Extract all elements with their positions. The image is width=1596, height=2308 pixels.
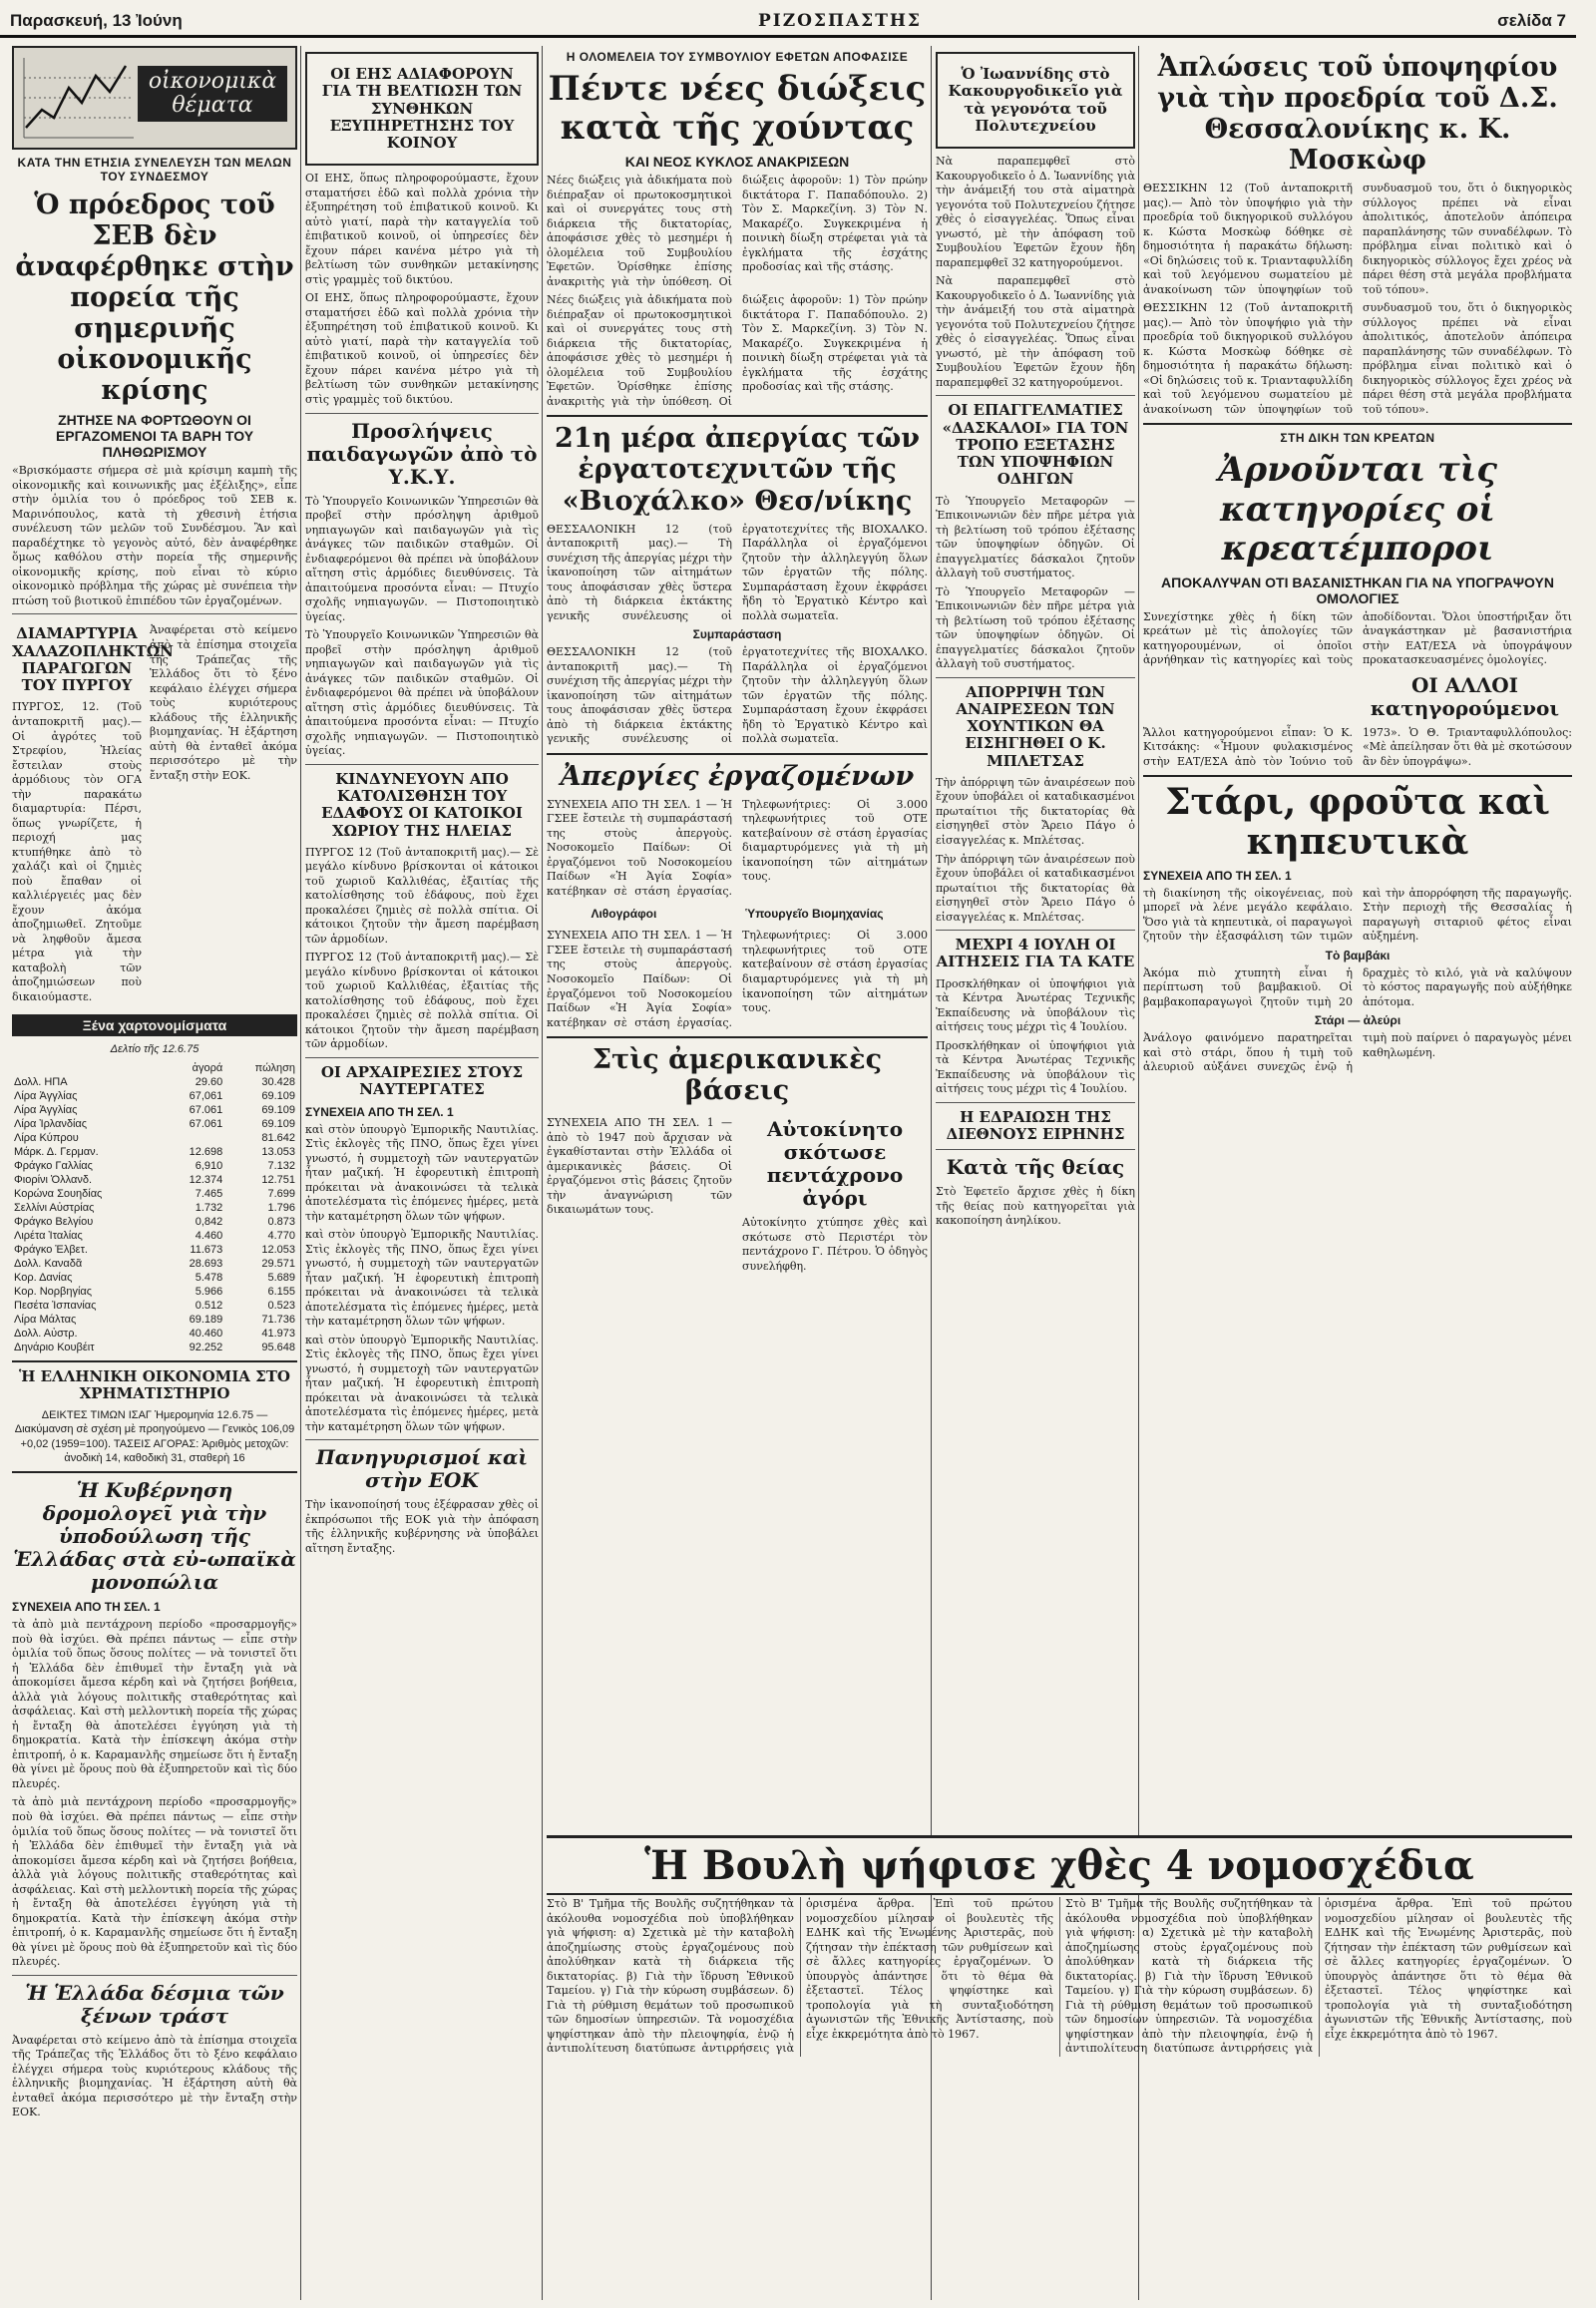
meat-body: Συνεχίστηκε χθὲς ἡ δίκη τῶν κρεάτων μὲ τὶς ἀπολογίες τῶν κατηγορουμένων, οἱ ὁποῖοι ἀρνήθηκαν τὶς κατηγορίες καὶ τοὺς ἀποδίδονται. Ὅλοι ὑποστήριξαν ὅτι ἀναγκάστηκαν μὲ βασανιστήρια στὴν ΕΑΤ/ΕΣΑ νὰ ὑπογράψουν προκατασκευασμένες ὁμολογίες. (1143, 609, 1572, 667)
strike-body-continued: ΘΕΣΣΑΛΟΝΙΚΗ 12 (τοῦ ἀνταποκριτῆ μας).— Τὴ συνέχιση τῆς ἀπεργίας μέχρι τὴν ἱκανοποίηση τῶν αἰτημάτων τους ἀποφάσισαν χθὲς ὕστερα ἀπὸ τὴ διάρκεια ἐκτάκτης γενικῆς συνέλευσης οἱ ἐργατοτεχνίτες τῆς ΒΙΟΧΑΛΚΟ. Παράλληλα οἱ ἐργαζόμενοι ζητοῦν τὴν ἀλληλεγγύη ὅλων τῶν ἐργατῶν τῆς πόλης. Συμπαράσταση ἔχουν ἐκφράσει ἤδη τὸ Ἐργατικὸ Κέντρο καὶ πολλὰ σωματεῖα. (547, 645, 928, 746)
sailors-body-more: καὶ στὸν ὑπουργὸ Ἐμπορικῆς Ναυτιλίας. Στὶς ἐκλογὲς τῆς ΠΝΟ, ὅπως ἔχει γίνει γνωστό, ἡ συμμετοχὴ τῶν ναυτεργατῶν ἦταν μαζική. Ἡ ἐφορευτικὴ ἐπιτροπὴ πρόκειται νὰ ἀνακοινώσει τὰ τελικὰ ἀποτελέσματα τὶς ἑπόμενες ἡμέρες, μετὰ τὴν καταμέτρηση ὅλων τῶν ψήφων. (305, 1333, 539, 1433)
fx-sell: 6.155 (267, 1285, 295, 1298)
fx-sell: 0.873 (267, 1215, 295, 1228)
page-number: σελίδα 7 (1497, 11, 1566, 30)
fx-currency: Κορ. Δανίας (14, 1271, 73, 1284)
column-5 (1143, 46, 1572, 1831)
divider (305, 1057, 539, 1058)
fx-sell: 4.770 (267, 1229, 295, 1242)
fx-sell: 12.751 (261, 1173, 295, 1186)
fx-table-body (12, 1075, 297, 1354)
fx-sell: 69.109 (261, 1089, 295, 1102)
protest-block (12, 619, 297, 1008)
fx-buy: 67.061 (189, 1117, 223, 1130)
fx-currency: Λιρέτα Ἰταλίας (14, 1229, 83, 1242)
fx-sell: 7.699 (267, 1187, 295, 1200)
fx-buy: 4.460 (195, 1229, 223, 1242)
divider (12, 1471, 297, 1473)
fx-row (12, 1313, 297, 1327)
teachers-body: Τὸ Ὑπουργεῖο Κοινωνικῶν Ὑπηρεσιῶν θὰ προβεῖ στὴν πρόσληψη ἀριθμοῦ νηπιαγωγῶν καὶ παιδαγωγῶν γιὰ τὶς ἀνάγκες τῶν παιδικῶν σταθμῶν. Οἱ ἐνδιαφερόμενοι θὰ πρέπει νὰ ὑποβάλουν αἴτηση στὶς ἁρμόδιες διευθύνσεις. Τὰ ἀπαιτούμενα προσόντα εἶναι: — Πτυχίο σχολῆς νηπιαγωγῶν. — Πιστοποιητικὸ ὑγείας. (305, 494, 539, 623)
ehs-box (305, 52, 539, 166)
ehs-headline: ΟΙ ΕΗΣ ΑΔΙΑΦΟΡΟΥΝ ΓΙΑ ΤΗ ΒΕΛΤΙΩΣΗ ΤΩΝ ΣΥΝΘΗΚΩΝ ΕΞΥΠΗΡΕΤΗΣΗΣ ΤΟΥ ΚΟΙΝΟΥ (321, 65, 523, 152)
fx-buy: 92.252 (189, 1341, 223, 1353)
fx-currency: Δολλ. Καναδᾶ (14, 1257, 83, 1270)
fx-header-row (12, 1061, 297, 1075)
fx-buy: 40.460 (189, 1327, 223, 1340)
divider (1143, 775, 1572, 777)
fx-currency: Λίρα Ἀγγλίας (14, 1103, 78, 1116)
meat-subheadline: ΑΠΟΚΑΛΥΨΑΝ ΟΤΙ ΒΑΣΑΝΙΣΤΗΚΑΝ ΓΙΑ ΝΑ ΥΠΟΓΡΑΨΟΥΝ ΟΜΟΛΟΓΙΕΣ (1160, 574, 1554, 606)
kate-body: Προσκλήθηκαν οἱ ὑποψήφιοι γιὰ τὰ Κέντρα Ἀνωτέρας Τεχνικῆς Ἐκπαίδευσης νὰ ὑποβάλουν τὶς αἰτήσεις τους μέχρι τὶς 4 Ἰουλίου. (936, 976, 1135, 1034)
fx-header-cell (12, 1061, 164, 1075)
fx-sell: 69.109 (261, 1117, 295, 1130)
divider (936, 677, 1135, 678)
continuation-note: ΣΥΝΕΧΕΙΑ ΑΠΟ ΤΗ ΣΕΛ. 1 (305, 1104, 454, 1119)
workers-body-continued: ΣΥΝΕΧΕΙΑ ΑΠΟ ΤΗ ΣΕΛ. 1 — Ἡ ΓΣΕΕ ἔστειλε τὴ συμπαράστασή της στοὺς ἀπεργοὺς. Νοσοκομεῖο Παίδων: Οἱ ἐργαζόμενοι τοῦ Νοσοκομείου Παίδων «Ἡ Ἀγία Σοφία» κατέβηκαν σὲ στάση ἐργασίας. Τηλεφωνήτριες: Οἱ 3.000 τηλεφωνήτριες τοῦ ΟΤΕ κατεβαίνουν σὲ στάση ἐργασίας διαμαρτυρόμενες γιὰ τὴ μὴ ἱκανοποίηση τῶν αἰτημάτων τους. (547, 929, 928, 1029)
fx-buy: 11.673 (190, 1243, 223, 1256)
article-subheadline: ΖΗΤΗΣΕ ΝΑ ΦΟΡΤΩΘΟΥΝ ΟΙ ΕΡΓΑΖΟΜΕΝΟΙ ΤΑ ΒΑΡΗ ΤΟΥ ΠΛΗΘΩΡΙΣΜΟΥ (55, 412, 254, 461)
fx-row (12, 1187, 297, 1201)
divider (936, 1102, 1135, 1103)
strike-body: ΘΕΣΣΑΛΟΝΙΚΗ 12 (τοῦ ἀνταποκριτῆ μας).— Τὴ συνέχιση τῆς ἀπεργίας μέχρι τὴν ἱκανοποίηση τῶν αἰτημάτων τους ἀποφάσισαν χθὲς ὕστερα ἀπὸ τὴ διάρκεια ἐκτάκτης γενικῆς συνέλευσης οἱ ἐργατοτεχνίτες τῆς ΒΙΟΧΑΛΚΟ. Παράλληλα οἱ ἐργαζόμενοι ζητοῦν τὴν ἀλληλεγγύη ὅλων τῶν ἐργατῶν τῆς πόλης. Συμπαράσταση ἔχουν ἐκφράσει ἤδη τὸ Ἐργατικὸ Κέντρο καὶ πολλὰ σωματεῖα. (547, 522, 928, 622)
divider (936, 1149, 1135, 1150)
fx-buy: 5.966 (195, 1285, 223, 1298)
divider (1143, 423, 1572, 425)
reject-body-continued: Τὴν ἀπόρριψη τῶν ἀναιρέσεων ποὺ ἔχουν ὑποβάλει οἱ καταδικασμένοι πρωταίτιοι τῆς δικτατορίας θὰ εἰσηγηθεῖ στὸν Ἄρειο Πάγο ὁ εἰσαγγελέας κ. Μπλέτσας. (936, 852, 1135, 924)
fx-buy: 7.465 (195, 1187, 223, 1200)
fx-row (12, 1103, 297, 1117)
divider (305, 764, 539, 765)
fest-headline: Πανηγυρισμοί καὶ στὴν ΕΟΚ (315, 1445, 529, 1493)
article-headline: Ὁ πρόεδρος τοῦ ΣΕΒ δὲν ἀναφέρθηκε στὴν πορεία τῆς σημερινῆς οἰκονομικῆς κρίσης (15, 190, 294, 407)
theia-headline: Κατὰ τῆς θείας (946, 1155, 1125, 1180)
fest-body: Τὴν ἱκανοποίησή τους ἐξέφρασαν χθὲς οἱ ἐκπρόσωποι τῆς ΕΟΚ γιὰ τὴν ἀπόφαση τῆς ἑλληνικῆς κυβέρνησης νὰ ὑποβάλει αἴτηση ἔνταξης. (305, 1498, 539, 1555)
reject-body: Τὴν ἀπόρριψη τῶν ἀναιρέσεων ποὺ ἔχουν ὑποβάλει οἱ καταδικασμένοι πρωταίτιοι τῆς δικτατορίας θὰ εἰσηγηθεῖ στὸν Ἄρειο Πάγο ὁ εἰσαγγελέας κ. Μπλέτσας. (936, 775, 1135, 847)
ioannidis-body: Νὰ παραπεμφθεῖ στὸ Κακουργοδικεῖο ὁ Δ. Ἰωαννίδης γιὰ τὴν ἀνάμειξή του στὰ αἱματηρὰ γεγονότα τοῦ Πολυτεχνείου ζήτησε χθὲς ὁ εἰσαγγελέας. Ὅπως εἶναι γνωστό, μὲ τὴν ἀπόφαση τοῦ Συμβουλίου Ἐφετῶν ἔχουν ἤδη παραπεμφθεῖ 32 κατηγορούμενοι. (936, 155, 1135, 269)
fx-row (12, 1089, 297, 1103)
fx-buy (164, 1131, 225, 1145)
column-2 (305, 46, 539, 1560)
teachers-body-continued: Τὸ Ὑπουργεῖο Κοινωνικῶν Ὑπηρεσιῶν θὰ προβεῖ στὴν πρόσληψη ἀριθμοῦ νηπιαγωγῶν καὶ παιδαγωγῶν γιὰ τὶς ἀνάγκες τῶν παιδικῶν σταθμῶν. Οἱ ἐνδιαφερόμενοι θὰ πρέπει νὰ ὑποβάλουν αἴτηση στὶς ἁρμόδιες διευθύνσεις. Τὰ ἀπαιτούμενα προσόντα εἶναι: — Πτυχίο σχολῆς νηπιαγωγῶν. — Πιστοποιητικὸ ὑγείας. (305, 628, 539, 758)
teach-body: Τὸ Ὑπουργεῖο Μεταφορῶν — Ἐπικοινωνιῶν δὲν πῆρε μέτρα γιὰ τὴ βελτίωση τοῦ τρόπου ἐξέτασης τῶν ὑποψηφίων ὁδηγῶν. Οἱ ἐπαγγελματίες δάσκαλοι ζητοῦν ἀλλαγὴ τοῦ συστήματος. (936, 494, 1135, 580)
fx-row (12, 1271, 297, 1285)
teach-body-continued: Τὸ Ὑπουργεῖο Μεταφορῶν — Ἐπικοινωνιῶν δὲν πῆρε μέτρα γιὰ τὴ βελτίωση τοῦ τρόπου ἐξέτασης τῶν ὑποψηφίων ὁδηγῶν. Οἱ ἐπαγγελματίες δάσκαλοι ζητοῦν ἀλλαγὴ τοῦ συστήματος. (936, 584, 1135, 671)
moskof-body-continued: ΘΕΣΣΙΚΗΝ 12 (Τοῦ ἀνταποκριτῆ μας).— Ἀπὸ τὸν ὑποψήφιο γιὰ τὴν προεδρία τοῦ δικηγορικοῦ συλλόγου κ. Κώστα Μοσκὼφ δόθηκε σὲ δημοσιότητα ἡ παρακάτω δήλωση: «Οἱ δηλώσεις τοῦ κ. Τριανταφυλλίδη καὶ τοῦ λεγόμενου σωματείου μὲ ἀνακοίνωση τῶν ὑποψηφίων τοῦ συνδυασμοῦ του, ὅτι ὁ δικηγορικὸς σύλλογος πρέπει νὰ εἶναι ἀπολιτικός, ἀποτελοῦν ἀπόπειρα παραπλάνησης τῶν συναδέλφων. Τὸ πρόβλημα εἶναι πολιτικὸ καὶ ὁ δικηγορικὸς σύλλογος ἔχει χρέος νὰ πάρει θέση στὰ μεγάλα προβλήματα τοῦ τόπου». (1143, 301, 1572, 416)
column-4 (936, 46, 1135, 1831)
junta-kicker: Η ΟΛΟΜΕΛΕΙΑ ΤΟΥ ΣΥΜΒΟΥΛΙΟΥ ΕΦΕΤΩΝ ΑΠΟΦΑΣΙΣΕ (566, 50, 909, 64)
fx-currency: Φράγκο Γαλλίας (14, 1159, 93, 1172)
fx-row (12, 1327, 297, 1341)
fx-currency: Φράγκο Ἑλβετ. (14, 1243, 88, 1256)
fx-row (12, 1173, 297, 1187)
teach-headline: ΟΙ ΕΠΑΓΓΕΛΜΑΤΙΕΣ «ΔΑΣΚΑΛΟΙ» ΓΙΑ ΤΟΝ ΤΡΟΠΟ ΕΞΕΤΑΣΗΣ ΤΩΝ ΥΠΟΨΗΦΙΩΝ ΟΔΗΓΩΝ (942, 401, 1129, 489)
protest-headline: ΔΙΑΜΑΡΤΥΡΙΑ ΧΑΛΑΖΟΠΛΗΚΤΩΝ ΠΑΡΑΓΩΓΩΝ ΤΟΥ ΠΥΡΓΟΥ (12, 624, 174, 695)
divider (547, 1036, 928, 1038)
stock-body: ΔΕΙΚΤΕΣ ΤΙΜΩΝ ΙΣΑΓ Ἡμερομηνία 12.6.75 — Διακύμανση σὲ σχέση μὲ προηγούμενο — Γενικὸς 106,09 +0,02 (1959=100). ΤΑΣΕΙΣ ΑΓΟΡΑΣ: Ἀριθμὸς μετοχῶν: ἀνοδικὴ 14, καθοδικὴ 31, σταθερὴ 16 (14, 1409, 295, 1464)
column-1 (12, 46, 297, 2124)
fx-buy: 67.061 (189, 1103, 223, 1116)
meat-kicker: ΣΤΗ ΔΙΚΗ ΤΩΝ ΚΡΕΑΤΩΝ (1280, 431, 1435, 446)
fx-currency: Φράγκο Βελγίου (14, 1215, 94, 1228)
bases-block (547, 1112, 928, 1278)
fx-sell: 81.642 (261, 1131, 295, 1144)
bonds-body: Ἀναφέρεται στὸ κείμενο ἀπὸ τὰ ἐπίσημα στοιχεῖα τῆς Τράπεζας τῆς Ἑλλάδος ὅτι τὸ ξένο κεφάλαιο ἐλέγχει σήμερα τοὺς κυριότερους κλάδους τῆς ἑλληνικῆς βιομηχανίας. Ἡ ἐξάρτηση αὐτὴ θὰ ἐνταθεῖ ἀκόμα περισσότερο μὲ τὴν ἔνταξη στὴν ΕΟΚ. (12, 2033, 297, 2119)
danger-body: ΠΥΡΓΟΣ 12 (Τοῦ ἀνταποκριτῆ μας).— Σὲ μεγάλο κίνδυνο βρίσκονται οἱ κάτοικοι τοῦ χωριοῦ Καλλιθέας, ἐξαιτίας τῆς κατολίσθησης τοῦ ἐδάφους, ποὺ ἔχει προκαλέσει ζημιὲς σὲ πολλὰ σπίτια. Οἱ κάτοικοι ζητοῦν τὴν ἄμεση παρέμβαση τῶν ἁρμοδίων. (305, 845, 539, 946)
parliament-body-text-continued: Στὸ Β' Τμῆμα τῆς Βουλῆς συζητήθηκαν τὰ ἀκόλουθα νομοσχέδια ποὺ ὑποβλήθηκαν γιὰ ψήφιση: α) Σχετικὰ μὲ τὴν καταβολὴ ἀποζημίωσης στοὺς ἐργαζομένους ποὺ ἀπολύθηκαν κατὰ τὴ διάρκεια τῆς δικτατορίας. β) Γιὰ τὴν ἵδρυση Ἐθνικοῦ Ταμείου. γ) Γιὰ τὴν κύρωση συμβάσεων. δ) Γιὰ τὴ ρύθμιση θεμάτων τοῦ προσωπικοῦ τῶν δημοσίων ὑπηρεσιῶν. Τὰ νομοσχέδια ψηφίστηκαν ἀπὸ τὴν πλειοψηφία, ἐνῷ ἡ ἀντιπολίτευση διατύπωσε ἀντιρρήσεις γιὰ ὁρισμένα ἄρθρα. Ἐπὶ τοῦ πρώτου νομοσχεδίου μίλησαν οἱ βουλευτὲς τῆς ΕΔΗΚ καὶ τῆς Ἑνωμένης Ἀριστερᾶς, ποὺ ζήτησαν τὴν ἐπέκταση τῶν ρυθμίσεων καὶ σὲ ἄλλες κατηγορίες ἐργαζομένων. Ὁ ὑπουργὸς ἀπάντησε ὅτι τὸ θέμα θὰ ἐξεταστεῖ. Τέλος ψηφίστηκε καὶ τροπολογία γιὰ τὴ συνταξιοδότηση ἀγωνιστῶν τῆς Ἐθνικῆς Ἀντίστασης, ποὺ εἶχε ἐκκρεμότητα ἀπὸ τὸ 1967. (1065, 1897, 1572, 2056)
fx-sell: 95.648 (261, 1341, 295, 1353)
strike-headline: 21η μέρα ἀπεργίας τῶν ἐργατοτεχνιτῶν τῆς «Βιοχάλκο» Θεσ/νίκης (555, 423, 920, 517)
flour-rubric: Στάρι — ἀλεύρι (1314, 1013, 1401, 1028)
lead-continued: Ἀναφέρεται στὸ κείμενο ἀπὸ τὰ ἐπίσημα στοιχεῖα τῆς Τράπεζας τῆς Ἑλλάδος ὅτι τὸ ξένο κεφάλαιο ἐλέγχει σήμερα τοὺς κυριότερους κλάδους τῆς ἑλληνικῆς βιομηχανίας. Ἡ ἐξάρτηση αὐτὴ θὰ ἐνταθεῖ ἀκόμα περισσότερο μὲ τὴν ἔνταξη στὴν ΕΟΚ. (150, 623, 297, 782)
ehs-body: ΟΙ ΕΗΣ, ὅπως πληροφορούμαστε, ἔχουν σταματήσει ἐδῶ καὶ πολλὰ χρόνια τὴν ἐξυπηρέτηση τοῦ ἐπιβατικοῦ κοινοῦ. Κι αὐτὸ γιατί, παρὰ τὴν καταγγελία τοῦ ἐπιβατικοῦ κοινοῦ, οἱ ὑπηρεσίες δὲν ἔχουν πάρει κανένα μέτρο γιὰ τὴ βελτίωση τῶν συνθηκῶν μετακίνησης στὶς γραμμὲς τοῦ δικτύου. (305, 172, 539, 286)
fx-sell: 29.571 (261, 1257, 295, 1270)
fx-header-cell: ἀγορά (192, 1061, 223, 1074)
section-logo (12, 46, 297, 150)
fx-row (12, 1117, 297, 1131)
govt-body: τὰ ἀπὸ μιὰ πεντάχρονη περίοδο «προσαρμογῆς» ποὺ θὰ ἰσχύει. Θὰ πρέπει πάντως — εἶπε στὴν ὁμιλία τοῦ ὅπως ὅσους πολίτες — νὰ τονιστεῖ ὅτι ἡ Ἑλλάδα δὲν ἐπιθυμεῖ τὴν ἔνταξη γιὰ νὰ ἀποκομίσει ἄμεσα κέρδη καὶ νὰ ζητήσει βοήθεια, ἀλλὰ γιὰ λόγους πολιτικῆς σταθερότητας καὶ ἀσφάλειας. Καὶ στὴ μελλοντικὴ πορεία τῆς χώρας ἡ ἔνταξη θὰ ἀποτελέσει ἐγγύηση γιὰ τὴ δημοκρατία. Κατὰ τὴν ἐπίσκεψη ἀκόμα στὴν ἐπιτροπή, ὁ κ. Καραμανλῆς σημείωσε ὅτι ἡ ἔνταξη θὰ γίνει μὲ ὅρους ποὺ θὰ ἐξυπηρετοῦν καὶ τὶς δύο πλευρές. (12, 1618, 297, 1790)
fx-header-cell: πώληση (254, 1061, 295, 1074)
fx-sell: 30.428 (261, 1075, 295, 1088)
fx-sell: 69.109 (261, 1103, 295, 1116)
grain-headline: Στάρι, φροῦτα καὶ κηπευτικὰ (1165, 781, 1550, 863)
fx-title: Ξένα χαρτονομίσματα (12, 1014, 297, 1036)
workers-body: ΣΥΝΕΧΕΙΑ ΑΠΟ ΤΗ ΣΕΛ. 1 — Ἡ ΓΣΕΕ ἔστειλε τὴ συμπαράστασή της στοὺς ἀπεργοὺς. Νοσοκομεῖο Παίδων: Οἱ ἐργαζόμενοι τοῦ Νοσοκομείου Παίδων «Ἡ Ἀγία Σοφία» κατέβηκαν σὲ στάση ἐργασίας. Τηλεφωνήτριες: Οἱ 3.000 τηλεφωνήτριες τοῦ ΟΤΕ κατεβαίνουν σὲ στάση ἐργασίας διαμαρτυρόμενες γιὰ τὴ μὴ ἱκανοποίηση τῶν αἰτημάτων τους. (547, 797, 928, 898)
bonds-headline: Ἡ Ἑλλάδα δέσμια τῶν ξένων τράστ (25, 1980, 284, 2028)
fx-table (12, 1061, 297, 1354)
ioannidis-headline: Ὁ Ἰωαννίδης στὸ Κακουργοδικεῖο γιὰ τὰ γεγονότα τοῦ Πολυτεχνείου (948, 65, 1123, 135)
fx-buy: 12.374 (189, 1173, 223, 1186)
column-rule (542, 46, 543, 2300)
fx-buy: 5.478 (195, 1271, 223, 1284)
fx-currency: Λίρα Ἰρλανδίας (14, 1117, 88, 1130)
issue-date: Παρασκευή, 13 Ἰούνη (10, 11, 183, 30)
danger-body-continued: ΠΥΡΓΟΣ 12 (Τοῦ ἀνταποκριτῆ μας).— Σὲ μεγάλο κίνδυνο βρίσκονται οἱ κάτοικοι τοῦ χωριοῦ Καλλιθέας, ἐξαιτίας τῆς κατολίσθησης τοῦ ἐδάφους, ποὺ ἔχει προκαλέσει ζημιὲς σὲ πολλὰ σπίτια. Οἱ κάτοικοι ζητοῦν τὴν ἄμεση παρέμβαση τῶν ἁρμοδίων. (305, 951, 539, 1051)
fx-date: Δελτίο τῆς 12.6.75 (110, 1043, 200, 1056)
divider (547, 753, 928, 755)
cotton-body: Ἀκόμα πιὸ χτυπητὴ εἶναι ἡ περίπτωση τοῦ βαμβακιοῦ. Οἱ βαμβακοπαραγωγοὶ ζητοῦν τιμὴ 20 δραχμὲς τὸ κιλό, γιὰ νὰ καλύψουν τὸ κόστος παραγωγῆς ποὺ αὐξήθηκε ἀπότομα. (1143, 965, 1572, 1008)
sailors-headline: ΟΙ ΑΡΧΑΙΡΕΣΙΕΣ ΣΤΟΥΣ ΝΑΥΤΕΡΓΑΤΕΣ (320, 1063, 524, 1099)
fx-row (12, 1145, 297, 1159)
workers-subrubrics (547, 903, 928, 925)
article-kicker: ΚΑΤΑ ΤΗΝ ΕΤΗΣΙΑ ΣΥΝΕΛΕΥΣΗ ΤΩΝ ΜΕΛΩΝ ΤΟΥ ΣΥΝΔΕΣΜΟΥ (17, 156, 292, 184)
junta-headline: Πέντε νέες διώξεις κατὰ τῆς χούντας (548, 69, 927, 149)
fx-currency: Πεσέτα Ἰσπανίας (14, 1299, 97, 1312)
others-rubric: ΟΙ ΑΛΛΟΙ κατηγορούμενοι (1370, 672, 1560, 720)
fx-sell: 5.689 (267, 1271, 295, 1284)
junta-body-continued: Νέες διώξεις γιὰ ἀδικήματα ποὺ διέπραξαν οἱ πρωτοκοσμητικοὶ καὶ οἱ συνεργάτες τους στὴ διάρκεια τῆς δικτατορίας, ἀποφάσισε χθὲς τὸ μεσημέρι ἡ ὁλομέλεια τοῦ Συμβουλίου Ἐφετῶν. Ὁρίσθηκε ἐπίσης ἀνακριτὴς γιὰ τὴν ὑπόθεση. Οἱ διώξεις ἀφοροῦν: 1) Τὸν πρώην δικτάτορα Γ. Παπαδόπουλο. 2) Τὸν Σ. Μαρκεζίνη. 3) Τὸν Ν. Μακαρέζο. Συγκεκριμένα ἡ ποινικὴ δίωξη στρέφεται γιὰ τὰ ἐγκλήματα τῆς ἐσχάτης προδοσίας καὶ τῆς στάσης. (547, 293, 928, 408)
fx-buy: 1.732 (195, 1201, 223, 1214)
sailors-body-continued: καὶ στὸν ὑπουργὸ Ἐμπορικῆς Ναυτιλίας. Στὶς ἐκλογὲς τῆς ΠΝΟ, ὅπως ἔχει γίνει γνωστό, ἡ συμμετοχὴ τῶν ναυτεργατῶν ἦταν μαζική. Ἡ ἐφορευτικὴ ἐπιτροπὴ πρόκειται νὰ ἀνακοινώσει τὰ τελικὰ ἀποτελέσματα τὶς ἑπόμενες ἡμέρες, μετὰ τὴν καταμέτρηση ὅλων τῶν ψήφων. (305, 1228, 539, 1329)
moskof-body: ΘΕΣΣΙΚΗΝ 12 (Τοῦ ἀνταποκριτῆ μας).— Ἀπὸ τὸν ὑποψήφιο γιὰ τὴν προεδρία τοῦ δικηγορικοῦ συλλόγου κ. Κώστα Μοσκὼφ δόθηκε σὲ δημοσιότητα ἡ παρακάτω δήλωση: «Οἱ δηλώσεις τοῦ κ. Τριανταφυλλίδη καὶ τοῦ λεγόμενου σωματείου μὲ ἀνακοίνωση τῶν ὑποψηφίων τοῦ συνδυασμοῦ του, ὅτι ὁ δικηγορικὸς σύλλογος πρέπει νὰ εἶναι ἀπολιτικός, ἀποτελοῦν ἀπόπειρα παραπλάνησης τῶν συναδέλφων. Τὸ πρόβλημα εἶναι πολιτικὸ καὶ ὁ δικηγορικὸς σύλλογος ἔχει χρέος νὰ πάρει θέση στὰ μεγάλα προβλήματα τοῦ τόπου». (1143, 182, 1572, 296)
moskof-headline: Ἀπλώσεις τοῦ ὑποψηφίου γιὰ τὴν προεδρία τοῦ Δ.Σ. Θεσσαλονίκης κ. Κ. Μοσκὼφ (1157, 52, 1558, 177)
fx-currency: Σελλίνι Αὐστρίας (14, 1201, 95, 1214)
fx-buy: 0.512 (195, 1299, 223, 1312)
fx-sell: 1.796 (267, 1201, 295, 1214)
paper-name: ΡΙΖΟΣΠΑΣΤΗΣ (757, 11, 922, 31)
masthead (0, 0, 1576, 38)
meat-headline: Ἀρνοῦνται τὶς κατηγορίες οἱ κρεατέμποροι (1218, 450, 1497, 569)
parliament-body (547, 1897, 1572, 2057)
workers-headline: Ἀπεργίες ἐργαζομένων (560, 760, 915, 792)
fx-currency: Δολλ. Αὐστρ. (14, 1327, 78, 1340)
reject-headline: ΑΠΟΡΡΙΨΗ ΤΩΝ ΑΝΑΙΡΕΣΕΩΝ ΤΩΝ ΧΟΥΝΤΙΚΩΝ ΘΑ ΕΙΣΗΓΗΘΕΙ Ο Κ. ΜΠΛΕΤΣΑΣ (956, 682, 1115, 770)
bases-headline: Στὶς ἀμερικανικὲς βάσεις (592, 1044, 883, 1107)
litho-rubric: Λιθογράφοι (591, 907, 657, 922)
divider (305, 413, 539, 414)
fx-currency: Δηνάριο Κουβέιτ (14, 1341, 95, 1353)
car-body: Αὐτοκίνητο χτύπησε χθὲς καὶ σκότωσε στὸ Περιστέρι τὸν πεντάχρονο Γ. Πέτρου. Ὁ ὁδηγὸς συνελήφθη. (742, 1216, 928, 1273)
teachers-headline: Προσλήψεις παιδαγωγῶν ἀπὸ τὸ Υ.Κ.Υ. (306, 418, 538, 489)
sailors-body: καὶ στὸν ὑπουργὸ Ἐμπορικῆς Ναυτιλίας. Στὶς ἐκλογὲς τῆς ΠΝΟ, ὅπως ἔχει γίνει γνωστό, ἡ συμμετοχὴ τῶν ναυτεργατῶν ἦταν μαζική. Ἡ ἐφορευτικὴ ἐπιτροπὴ πρόκειται νὰ ἀνακοινώσει τὰ τελικὰ ἀποτελέσματα τὶς ἑπόμενες ἡμέρες, μετὰ τὴν καταμέτρηση ὅλων τῶν ψήφων. (305, 1122, 539, 1223)
car-headline: Αὐτοκίνητο σκότωσε πεντάχρονο ἀγόρι (766, 1117, 904, 1211)
fx-buy: 0,842 (195, 1215, 223, 1228)
kate-headline: ΜΕΧΡΙ 4 ΙΟΥΛΗ ΟΙ ΑΙΤΗΣΕΙΣ ΓΙΑ ΤΑ ΚΑΤΕ (936, 936, 1135, 971)
divider (305, 1439, 539, 1440)
parliament-body-text: Στὸ Β' Τμῆμα τῆς Βουλῆς συζητήθηκαν τὰ ἀκόλουθα νομοσχέδια ποὺ ὑποβλήθηκαν γιὰ ψήφιση: α) Σχετικὰ μὲ τὴν καταβολὴ ἀποζημίωσης στοὺς ἐργαζομένους ποὺ ἀπολύθηκαν κατὰ τὴ διάρκεια τῆς δικτατορίας. β) Γιὰ τὴν ἵδρυση Ἐθνικοῦ Ταμείου. γ) Γιὰ τὴν κύρωση συμβάσεων. δ) Γιὰ τὴ ρύθμιση θεμάτων τοῦ προσωπικοῦ τῶν δημοσίων ὑπηρεσιῶν. Τὰ νομοσχέδια ψηφίστηκαν ἀπὸ τὴν πλειοψηφία, ἐνῷ ἡ ἀντιπολίτευση διατύπωσε ἀντιρρήσεις γιὰ ὁρισμένα ἄρθρα. Ἐπὶ τοῦ πρώτου νομοσχεδίου μίλησαν οἱ βουλευτὲς τῆς ΕΔΗΚ καὶ τῆς Ἑνωμένης Ἀριστερᾶς, ποὺ ζήτησαν τὴν ἐπέκταση τῶν ρυθμίσεων καὶ σὲ ἄλλες κατηγορίες ἐργαζομένων. Ὁ ὑπουργὸς ἀπάντησε ὅτι τὸ θέμα θὰ ἐξεταστεῖ. Τέλος ψηφίστηκε καὶ τροπολογία γιὰ τὴ συνταξιοδότηση ἀγωνιστῶν τῆς Ἐθνικῆς Ἀντίστασης, ποὺ εἶχε ἐκκρεμότητα ἀπὸ τὸ 1967. (547, 1897, 1053, 2056)
fx-row (12, 1243, 297, 1257)
fx-row (12, 1159, 297, 1173)
fx-row (12, 1341, 297, 1354)
fx-buy: 12.698 (189, 1145, 223, 1158)
protest-body: ΠΥΡΓΟΣ, 12. (Τοῦ ἀνταποκριτῆ μας).— Οἱ ἀγρότες τοῦ Στρεφίου, Ἠλείας ἔστειλαν στοὺς ἁρμόδιους τὸν ΟΓΑ τὴν παρακάτω διαμαρτυρία: Πέρσι, ὅπως γνωρίζετε, ἡ περιοχή μας κτυπήθηκε ἀπὸ τὸ χαλάζι καὶ οἱ ζημιὲς ποὺ ἔπαθαν οἱ καλλιέργειές μας δὲν ἔχουν ἀκόμα ἀποζημιωθεῖ. Ζητοῦμε νὰ ληφθοῦν ἄμεσα μέτρα γιὰ τὴν καταβολὴ τῶν ἀποζημιώσεων ποὺ δικαιούμαστε. (12, 700, 142, 1003)
fx-buy: 29.60 (195, 1075, 223, 1088)
fx-currency: Κορ. Νορβηγίας (14, 1285, 93, 1298)
fx-currency: Κορώνα Σουηδίας (14, 1187, 103, 1200)
fx-row (12, 1075, 297, 1089)
fx-sell: 13.053 (261, 1145, 295, 1158)
ehs-body-continued: ΟΙ ΕΗΣ, ὅπως πληροφορούμαστε, ἔχουν σταματήσει ἐδῶ καὶ πολλὰ χρόνια τὴν ἐξυπηρέτηση τοῦ ἐπιβατικοῦ κοινοῦ. Κι αὐτὸ γιατί, παρὰ τὴν καταγγελία τοῦ ἐπιβατικοῦ κοινοῦ, οἱ ὑπηρεσίες δὲν ἔχουν πάρει κανένα μέτρο γιὰ τὴ βελτίωση τῶν συνθηκῶν μετακίνησης στὶς γραμμὲς τοῦ δικτύου. (305, 291, 539, 406)
fx-sell: 71.736 (261, 1313, 295, 1326)
bases-body: ΣΥΝΕΧΕΙΑ ΑΠΟ ΤΗ ΣΕΛ. 1 — ἀπὸ τὸ 1947 ποὺ ἄρχισαν νὰ ἐγκαθίστανται στὴν Ἑλλάδα οἱ ἀμερικανικὲς βάσεις. Οἱ ἐργαζόμενοι στὶς βάσεις ζητοῦν τὴν ἀναγνώριση τῶν δικαιωμάτων τους. (547, 1116, 732, 1217)
fx-row (12, 1229, 297, 1243)
fx-row (12, 1131, 297, 1145)
fx-sell: 12.053 (261, 1243, 295, 1256)
fx-buy: 28.693 (189, 1257, 223, 1270)
theia-body: Στὸ Ἐφετεῖο ἄρχισε χθὲς ἡ δίκη τῆς θείας ποὺ κατηγορεῖται γιὰ κακοποίηση ἀνηλίκου. (936, 1185, 1135, 1228)
fx-currency: Λίρα Μάλτας (14, 1313, 77, 1326)
others-body: Ἄλλοι κατηγορούμενοι εἶπαν: Ὁ Κ. Κιτσάκης: «Ἦμουν φυλακισμένος στὴν ΕΑΤ/ΕΣΑ ἀπὸ τὸν Ἰούνιο τοῦ 1973». Ὁ Θ. Τριανταφυλλόπουλος: «Μὲ ἀπείλησαν ὅτι θὰ μὲ σκοτώσουν ἂν δὲν ὑπογράψω». (1143, 725, 1572, 768)
column-rule (300, 46, 301, 2300)
fx-sell: 0.523 (267, 1299, 295, 1312)
divider (936, 395, 1135, 396)
govt-body-continued: τὰ ἀπὸ μιὰ πεντάχρονη περίοδο «προσαρμογῆς» ποὺ θὰ ἰσχύει. Θὰ πρέπει πάντως — εἶπε στὴν ὁμιλία τοῦ ὅπως ὅσους πολίτες — νὰ τονιστεῖ ὅτι ἡ Ἑλλάδα δὲν ἐπιθυμεῖ τὴν ἔνταξη γιὰ νὰ ἀποκομίσει ἄμεσα κέρδη καὶ νὰ ζητήσει βοήθεια, ἀλλὰ γιὰ λόγους πολιτικῆς σταθερότητας καὶ ἀσφάλειας. Καὶ στὴ μελλοντικὴ πορεία τῆς χώρας ἡ ἔνταξη θὰ ἀποτελέσει ἐγγύηση γιὰ τὴ δημοκρατία. Κατὰ τὴν ἐπίσκεψη ἀκόμα στὴν ἐπιτροπή, ὁ κ. Καραμανλῆς σημείωσε ὅτι ἡ ἔνταξη θὰ γίνει μὲ ὅρους ποὺ θὰ ἐξυπηρετοῦν καὶ τὶς δύο πλευρές. (12, 1795, 297, 1969)
continuation-note: ΣΥΝΕΧΕΙΑ ΑΠΟ ΤΗ ΣΕΛ. 1 (12, 1600, 161, 1615)
divider (12, 1360, 297, 1362)
continuation-note: ΣΥΝΕΧΕΙΑ ΑΠΟ ΤΗ ΣΕΛ. 1 (1143, 868, 1292, 883)
fx-row (12, 1285, 297, 1299)
junta-body: Νέες διώξεις γιὰ ἀδικήματα ποὺ διέπραξαν οἱ πρωτοκοσμητικοὶ καὶ οἱ συνεργάτες τους στὴ διάρκεια τῆς δικτατορίας, ἀποφάσισε χθὲς τὸ μεσημέρι ἡ ὁλομέλεια τοῦ Συμβουλίου Ἐφετῶν. Ὁρίσθηκε ἐπίσης ἀνακριτὴς γιὰ τὴν ὑπόθεση. Οἱ διώξεις ἀφοροῦν: 1) Τὸν πρώην δικτάτορα Γ. Παπαδόπουλο. 2) Τὸν Σ. Μαρκεζίνη. 3) Τὸν Ν. Μακαρέζο. Συγκεκριμένα ἡ ποινικὴ δίωξη στρέφεται γιὰ τὰ ἐγκλήματα τῆς ἐσχάτης προδοσίας καὶ τῆς στάσης. (547, 174, 928, 288)
stock-headline: Ἡ ΕΛΛΗΝΙΚΗ ΟΙΚΟΝΟΜΙΑ ΣΤΟ ΧΡΗΜΑΤΙΣΤΗΡΙΟ (19, 1366, 290, 1402)
divider (547, 415, 928, 417)
fx-currency: Λίρα Ἀγγλίας (14, 1089, 78, 1102)
fx-sell: 7.132 (267, 1159, 295, 1172)
fx-row (12, 1257, 297, 1271)
fx-currency: Μάρκ. Δ. Γερμαν. (14, 1145, 99, 1158)
fx-currency: Δολλ. ΗΠΑ (14, 1075, 68, 1088)
column-3 (547, 46, 928, 1831)
govt-headline: Ἡ Κυβέρνηση δρομολογεῖ γιὰ τὴν ὑποδούλωση τῆς Ἑλλάδας στὰ εὐ-ωπαϊκὰ μονοπώλια (13, 1478, 296, 1595)
flour-body: Ἀνάλογο φαινόμενο παρατηρεῖται καὶ στὸ στάρι, ὅπου ἡ τιμὴ τοῦ ἀλευριοῦ αὐξάνει συνεχῶς ἐνῷ ἡ τιμὴ ποὺ παίρνει ὁ παραγωγὸς μένει καθηλωμένη. (1143, 1031, 1572, 1074)
article-lead: «Βρισκόμαστε σήμερα σὲ μιὰ κρίσιμη καμπὴ τῆς οἰκονομικῆς καὶ κοινωνικῆς μας ἐξέλιξης», εἶπε στὴν ὁμιλία του ὁ πρόεδρος τοῦ ΣΕΒ κ. Μαρινόπουλος, κατὰ τὴ χθεσινὴ ἐτήσια συνέλευση τῶν μελῶν τοῦ Συνδέσμου. Ἂν καὶ παραδέχτηκε τὸ γεγονὸς αὐτό, δὲν ἀναφέρθηκε ὅμως καθόλου στὴν πορεία τῆς σημερινῆς οἰκονομικῆς κρίσης, ποὺ εἶναι τὸ κύριο οἰκονομικὸ πρόβλημα τῆς χώρας μὲ συνέπεια τὴν πτώση τοῦ βιοτικοῦ ἐπιπέδου τῶν ἐργαζομένων. (12, 464, 297, 607)
fx-buy: 6,910 (195, 1159, 223, 1172)
kate-body-continued: Προσκλήθηκαν οἱ ὑποψήφιοι γιὰ τὰ Κέντρα Ἀνωτέρας Τεχνικῆς Ἐκπαίδευσης νὰ ὑποβάλουν τὶς αἰτήσεις τους μέχρι τὶς 4 Ἰουλίου. (936, 1038, 1135, 1096)
fx-currency: Φιορίνι Ὁλλανδ. (14, 1173, 93, 1186)
industry-rubric: Ὑπουργεῖο Βιομηχανίας (745, 907, 884, 922)
grain-body: τὴ διακίνηση τῆς οἰκογένειας, ποὺ μπορεῖ νὰ λένε μεγάλο κεφάλαιο. Ὅσο γιὰ τὰ κηπευτικὰ, οἱ παραγωγοὶ ζητοῦν τὴν ἐξασφάλιση τῶν τιμῶν καὶ τὴν ἀπορρόφηση τῆς παραγωγῆς. Στὴν περιοχὴ τῆς Θεσσαλίας ἡ παραγωγὴ σιταριοῦ φέτος εἶναι αὐξημένη. (1143, 886, 1572, 944)
fx-row (12, 1299, 297, 1313)
junta-subheadline: ΚΑΙ ΝΕΟΣ ΚΥΚΛΟΣ ΑΝΑΚΡΙΣΕΩΝ (624, 154, 850, 171)
ioannidis-body-continued: Νὰ παραπεμφθεῖ στὸ Κακουργοδικεῖο ὁ Δ. Ἰωαννίδης γιὰ τὴν ἀνάμειξή του στὰ αἱματηρὰ γεγονότα τοῦ Πολυτεχνείου ζήτησε χθὲς ὁ εἰσαγγελέας. Ὅπως εἶναι γνωστό, μὲ τὴν ἀπόφαση τοῦ Συμβουλίου Ἐφετῶν ἔχουν ἤδη παραπεμφθεῖ 32 κατηγορούμενοι. (936, 274, 1135, 389)
divider (12, 1975, 297, 1976)
fx-row (12, 1215, 297, 1229)
divider (936, 930, 1135, 931)
peace-headline: Η ΕΔΡΑΙΩΣΗ ΤΗΣ ΔΙΕΘΝΟΥΣ ΕΙΡΗΝΗΣ (946, 1107, 1125, 1143)
fx-currency: Λίρα Κύπρου (14, 1131, 79, 1144)
danger-headline: ΚΙΝΔΥΝΕΥΟΥΝ ΑΠΟ ΚΑΤΟΛΙΣΘΗΣΗ ΤΟΥ ΕΔΑΦΟΥΣ ΟΙ ΚΑΤΟΙΚΟΙ ΧΩΡΙΟΥ ΤΗΣ ΗΛΕΙΑΣ (321, 769, 523, 840)
solidarity-rubric: Συμπαράσταση (692, 627, 782, 642)
fx-sell: 41.973 (261, 1327, 295, 1340)
divider (12, 613, 297, 614)
car-block (742, 1112, 928, 1278)
cotton-rubric: Τὸ βαμβάκι (1325, 948, 1391, 962)
ioannidis-box (936, 52, 1135, 149)
section-logo-text: οἰκονομικὰ θέματα (138, 66, 287, 122)
fx-buy: 67,061 (189, 1089, 223, 1102)
parliament-headline: Ἡ Βουλὴ ψήφισε χθὲς 4 νομοσχέδια (547, 1835, 1572, 1895)
fx-buy: 69.189 (189, 1313, 223, 1326)
fx-row (12, 1201, 297, 1215)
